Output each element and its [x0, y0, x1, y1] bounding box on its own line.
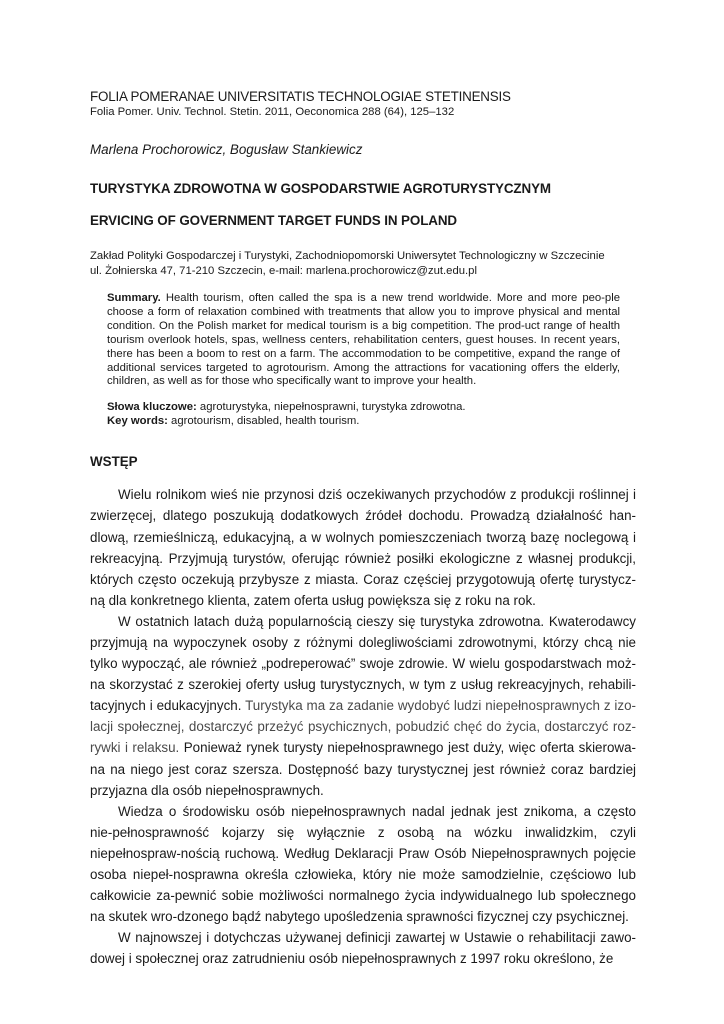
journal-name: FOLIA POMERANAE UNIVERSITATIS TECHNOLOGIAE STETINENSIS: [90, 89, 511, 104]
paragraph-2-part-c: Ponieważ rynek turysty niepełnosprawnego jest duży, więc oferta skierowa-na na niego jest coraz szersza. Dostępność bazy turystycznej jest również coraz bardziej przyjazna dla osób niepełnosprawnych.: [90, 740, 636, 798]
paragraph-2-part-a: W ostatnich latach dużą popularnością cieszy się turystyka zdrowotna. Kwaterodawcy przyjmują na wypoczynek osoby z różnymi dolegliwościami zdrowotnymi, którzy chcą nie tylko wypocząć, ale również „podreperować” swoje zdrowie. W wielu gospodarstwach moż-na skorzystać z szerokiej oferty usług turystycznych, w tym z usług rekreacyjnych, rehabili-tacyjnych i edukacyjnych.: [90, 613, 636, 714]
journal-citation: Folia Pomer. Univ. Technol. Stetin. 2011, Oeconomica 288 (64), 125–132: [90, 106, 455, 118]
section-heading: WSTĘP: [90, 454, 138, 470]
paragraph-4: W najnowszej i dotychczas używanej definicji zawartej w Ustawie o rehabilitacji zawo-dowej i społecznej oraz zatrudnieniu osób niepełnosprawnych z 1997 roku określono, że: [90, 930, 636, 967]
paragraph-3: Wiedza o środowisku osób niepełnosprawnych nadal jednak jest znikoma, a często nie-pełnosprawność kojarzy się wyłącznie z osobą na wózku inwalidzkim, czyli niepełnospraw-nością ruchową. Według Deklaracji Praw Osób Niepełnosprawnych pojęcie osoba niepeł-nosprawna określa człowieka, który nie może samodzielnie, częściowo lub całkowicie za-pewnić sobie możliwości normalnego życia indywidualnego lub społecznego na skutek wro-dzonego bądź nabytego upośledzenia sprawności fizycznej czy psychicznej.: [90, 803, 636, 925]
abstract-label: Summary.: [107, 292, 161, 304]
body-text: [90, 484, 636, 969]
keywords-en-label: Key words:: [107, 415, 168, 428]
paragraph-1: Wielu rolnikom wieś nie przynosi dziś oczekiwanych przychodów z produkcji roślinnej i zwierzęcej, dlatego poszukują dodatkowych źródeł dochodu. Prowadzą działalność han-dlową, rzemieślniczą, edukacyjną, a w wolnych pomieszczeniach tworzą bazę noclegową i rekreacyjną. Przyjmują turystów, oferując również posiłki ekologiczne z własnej produkcji, których często oczekują przybysze z miasta. Coraz częściej przygotowują ofertę turystycz-ną dla konkretnego klienta, zatem oferta usług powiększa się z roku na rok.: [90, 487, 636, 608]
affiliation-line-2: ul. Żołnierska 47, 71-210 Szczecin, e-mail: marlena.prochorowicz@zut.edu.pl: [90, 265, 477, 277]
keywords-pl: [107, 400, 636, 414]
authors: Marlena Prochorowicz, Bogusław Stankiewicz: [90, 142, 363, 157]
keywords: [107, 400, 636, 428]
article-title-pl: TURYSTYKA ZDROWOTNA W GOSPODARSTWIE AGROTURYSTYCZNYM: [90, 181, 551, 196]
keywords-pl-label: Słowa kluczowe:: [107, 401, 197, 414]
keywords-en-text: agrotourism, disabled, health tourism.: [171, 415, 360, 428]
keywords-en: [107, 414, 636, 428]
abstract-text: Health tourism, often called the spa is a new trend worldwide. More and more peo-ple choose a form of relaxation combined with treatments that allow you to improve physical and mental condition. On the Polish market for medical tourism is a big competition. The prod-uct range of health tourism overlook hotels, spas, wellness centers, rehabilitation centers, guest houses. In recent years, there has been a boom to rest on a farm. The accommodation to be competitive, expand the range of additional services targeted to agrotourism. Among the attractions for vacationing offers the elderly, children, as well as for those who specifically want to improve your health.: [107, 292, 621, 388]
affiliation: [90, 249, 636, 279]
paper-page: [90, 88, 636, 970]
abstract: [107, 292, 620, 389]
paragraph-2-part-b: Turystyka ma za zadanie wydobyć ludzi niepełnosprawnych z izo-lacji społecznej, dostarczyć przeżyć psychicznych, pobudzić chęć do życia, dostarczyć roz-rywki i relaksu.: [90, 698, 637, 756]
keywords-pl-text: agroturystyka, niepełnosprawni, turystyka zdrowotna.: [199, 401, 466, 414]
paragraph-2: [90, 611, 636, 801]
affiliation-line-1: Zakład Polityki Gospodarczej i Turystyki, Zachodniopomorski Uniwersytet Technologiczny w Szczecinie: [90, 250, 605, 262]
article-title-en: ERVICING OF GOVERNMENT TARGET FUNDS IN POLAND: [90, 213, 457, 228]
